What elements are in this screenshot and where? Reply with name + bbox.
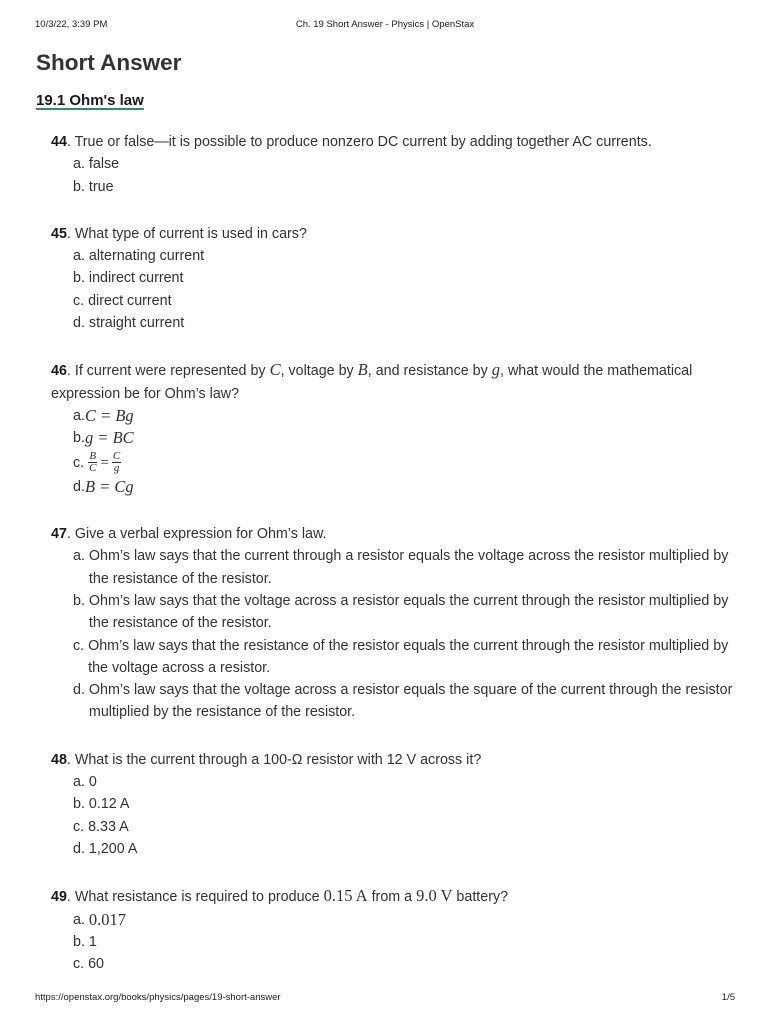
answer-option (73, 771, 736, 793)
question-text-part: , what would the mathematical expression be for Ohm’s law? (51, 363, 693, 402)
question-text: What type of current is used in cars? (74, 225, 307, 242)
question-text: True or false—it is possible to produce nonzero DC current by adding together AC currents. (74, 134, 652, 150)
option-text: 0.12 A (88, 796, 130, 813)
print-url: https://openstax.org/books/physics/pages/19-short-answer (35, 992, 281, 1003)
print-header (35, 19, 735, 33)
page-content (36, 49, 736, 975)
section-link-19-1[interactable]: 19.1 Ohm's law (36, 92, 144, 109)
option-letter: c. (73, 956, 85, 973)
option-letter: d. (73, 315, 85, 332)
option-text: Ohm’s law says that the voltage across a resistor equals the current through the resistor multiplied by the resistance of the resistor. (88, 592, 729, 632)
option-text: indirect current (88, 270, 184, 287)
option-text: true (88, 178, 114, 195)
question-text-part: from a (367, 889, 417, 906)
answer-option (73, 679, 736, 724)
fraction-numerator: C (112, 450, 121, 463)
answer-option (73, 931, 736, 953)
option-text: false (88, 156, 120, 173)
answer-option (73, 545, 736, 590)
answer-option (73, 312, 736, 334)
math-var-voltage: B (357, 360, 368, 380)
answer-option (73, 590, 736, 635)
answer-option (73, 153, 736, 175)
question-stem: 48. What is the current through a 100-Ω resistor with 12 V across it? (51, 751, 482, 768)
fraction-left (88, 451, 97, 474)
question-number: 49 (51, 889, 67, 906)
answer-option (73, 816, 736, 838)
print-footer (35, 992, 735, 1006)
option-fraction-equation (88, 450, 736, 476)
option-letter: a. (73, 911, 85, 928)
question-text (51, 360, 693, 402)
print-page-number: 1/5 (721, 992, 735, 1003)
question-number: 44 (51, 134, 67, 150)
equals-sign: = (100, 454, 109, 471)
option-math: g = BC (84, 428, 134, 448)
question-stem: 44. True or false—it is possible to produce nonzero DC current by adding together AC currents. (51, 134, 652, 150)
option-text: 1,200 A (88, 840, 138, 857)
math-voltage-value: 9.0 V (416, 886, 453, 906)
question-text-part: If current were represented by (74, 363, 270, 380)
answer-options (73, 245, 736, 334)
print-page-title: Ch. 19 Short Answer - Physics | OpenStax (295, 19, 475, 30)
option-text: 60 (88, 956, 105, 973)
answer-option (73, 405, 736, 427)
option-letter: a. (73, 774, 85, 791)
option-letter: a. (73, 156, 85, 173)
option-math: B = Cg (84, 476, 134, 496)
fraction-denominator: g (113, 462, 120, 475)
answer-option (73, 838, 736, 860)
answer-option (73, 450, 736, 476)
answer-option (73, 793, 736, 815)
problem-46 (51, 359, 736, 498)
answer-option (73, 290, 736, 312)
math-current-value: 0.15 A (323, 886, 368, 906)
option-math: 0.017 (88, 909, 127, 929)
problem-48 (51, 749, 736, 860)
math-var-resistance: g (491, 360, 500, 380)
question-text-part: battery? (452, 889, 509, 906)
answer-option (73, 476, 736, 498)
page-title: Short Answer (36, 50, 182, 75)
option-letter: c. (73, 292, 85, 309)
option-letter: b. (73, 430, 85, 447)
option-text: alternating current (88, 248, 205, 265)
option-text: 1 (88, 933, 97, 950)
option-letter: a. (73, 407, 85, 424)
question-stem: 46. If current were represented by C, voltage by B, and resistance by g, what would the mathematical expression be for Ohm’s law? (51, 360, 693, 402)
option-letter: d. (73, 840, 85, 857)
option-letter: c. (73, 818, 85, 835)
question-number: 47 (51, 526, 67, 543)
option-letter: c. (73, 637, 85, 654)
problem-47 (51, 523, 736, 724)
question-stem: 47. Give a verbal expression for Ohm’s law. (51, 526, 327, 543)
option-text: straight current (88, 315, 185, 332)
option-letter: a. (73, 548, 85, 565)
option-letter: b. (73, 933, 85, 950)
problem-44 (51, 131, 736, 198)
answer-option (73, 909, 736, 931)
question-text (74, 886, 509, 906)
answer-option (73, 176, 736, 198)
answer-option (73, 267, 736, 289)
question-text: What is the current through a 100-Ω resistor with 12 V across it? (74, 751, 482, 768)
math-var-current: C (269, 360, 281, 380)
fraction-numerator: B (89, 450, 97, 463)
question-text: Give a verbal expression for Ohm’s law. (74, 526, 327, 543)
question-number: 46 (51, 363, 67, 380)
option-letter: b. (73, 270, 85, 287)
answer-options (73, 545, 736, 723)
option-letter: b. (73, 592, 85, 609)
question-stem: 49. What resistance is required to produce 0.15 A from a 9.0 V battery? (51, 886, 509, 906)
question-number: 45 (51, 225, 67, 242)
answer-option (73, 635, 736, 680)
answer-options (73, 909, 736, 976)
question-text-part: What resistance is required to produce (74, 889, 324, 906)
question-number: 48 (51, 751, 67, 768)
option-letter: c. (73, 454, 85, 471)
answer-option (73, 427, 736, 449)
problem-49 (51, 885, 736, 975)
option-text: Ohm’s law says that the voltage across a resistor equals the square of the current through the resistor multiplied by the resistance of the resistor. (88, 682, 733, 721)
option-text: 0 (88, 774, 97, 791)
option-letter: b. (73, 178, 85, 195)
answer-options (73, 153, 736, 198)
option-letter: d. (73, 682, 85, 699)
option-text: direct current (88, 292, 172, 309)
print-datetime: 10/3/22, 3:39 PM (35, 19, 108, 30)
answer-options (73, 771, 736, 860)
option-letter: d. (73, 478, 85, 495)
problem-45 (51, 223, 736, 334)
option-letter: b. (73, 796, 85, 813)
option-text: 8.33 A (88, 818, 129, 835)
question-stem: 45. What type of current is used in cars? (51, 225, 307, 242)
option-math: C = Bg (84, 405, 134, 425)
fraction-denominator: C (89, 462, 97, 475)
fraction-right (112, 451, 121, 474)
question-text-part: , and resistance by (367, 363, 492, 380)
answer-options (73, 405, 736, 498)
answer-option (73, 953, 736, 975)
question-text-part: , voltage by (280, 363, 358, 380)
option-letter: a. (73, 248, 85, 265)
answer-option (73, 245, 736, 267)
option-text: Ohm’s law says that the current through a resistor equals the voltage across the resistor multiplied by the resistance of the resistor. (88, 548, 729, 587)
option-text: Ohm’s law says that the resistance of the resistor equals the current through the resistor multiplied by the voltage across a resistor. (88, 637, 729, 676)
